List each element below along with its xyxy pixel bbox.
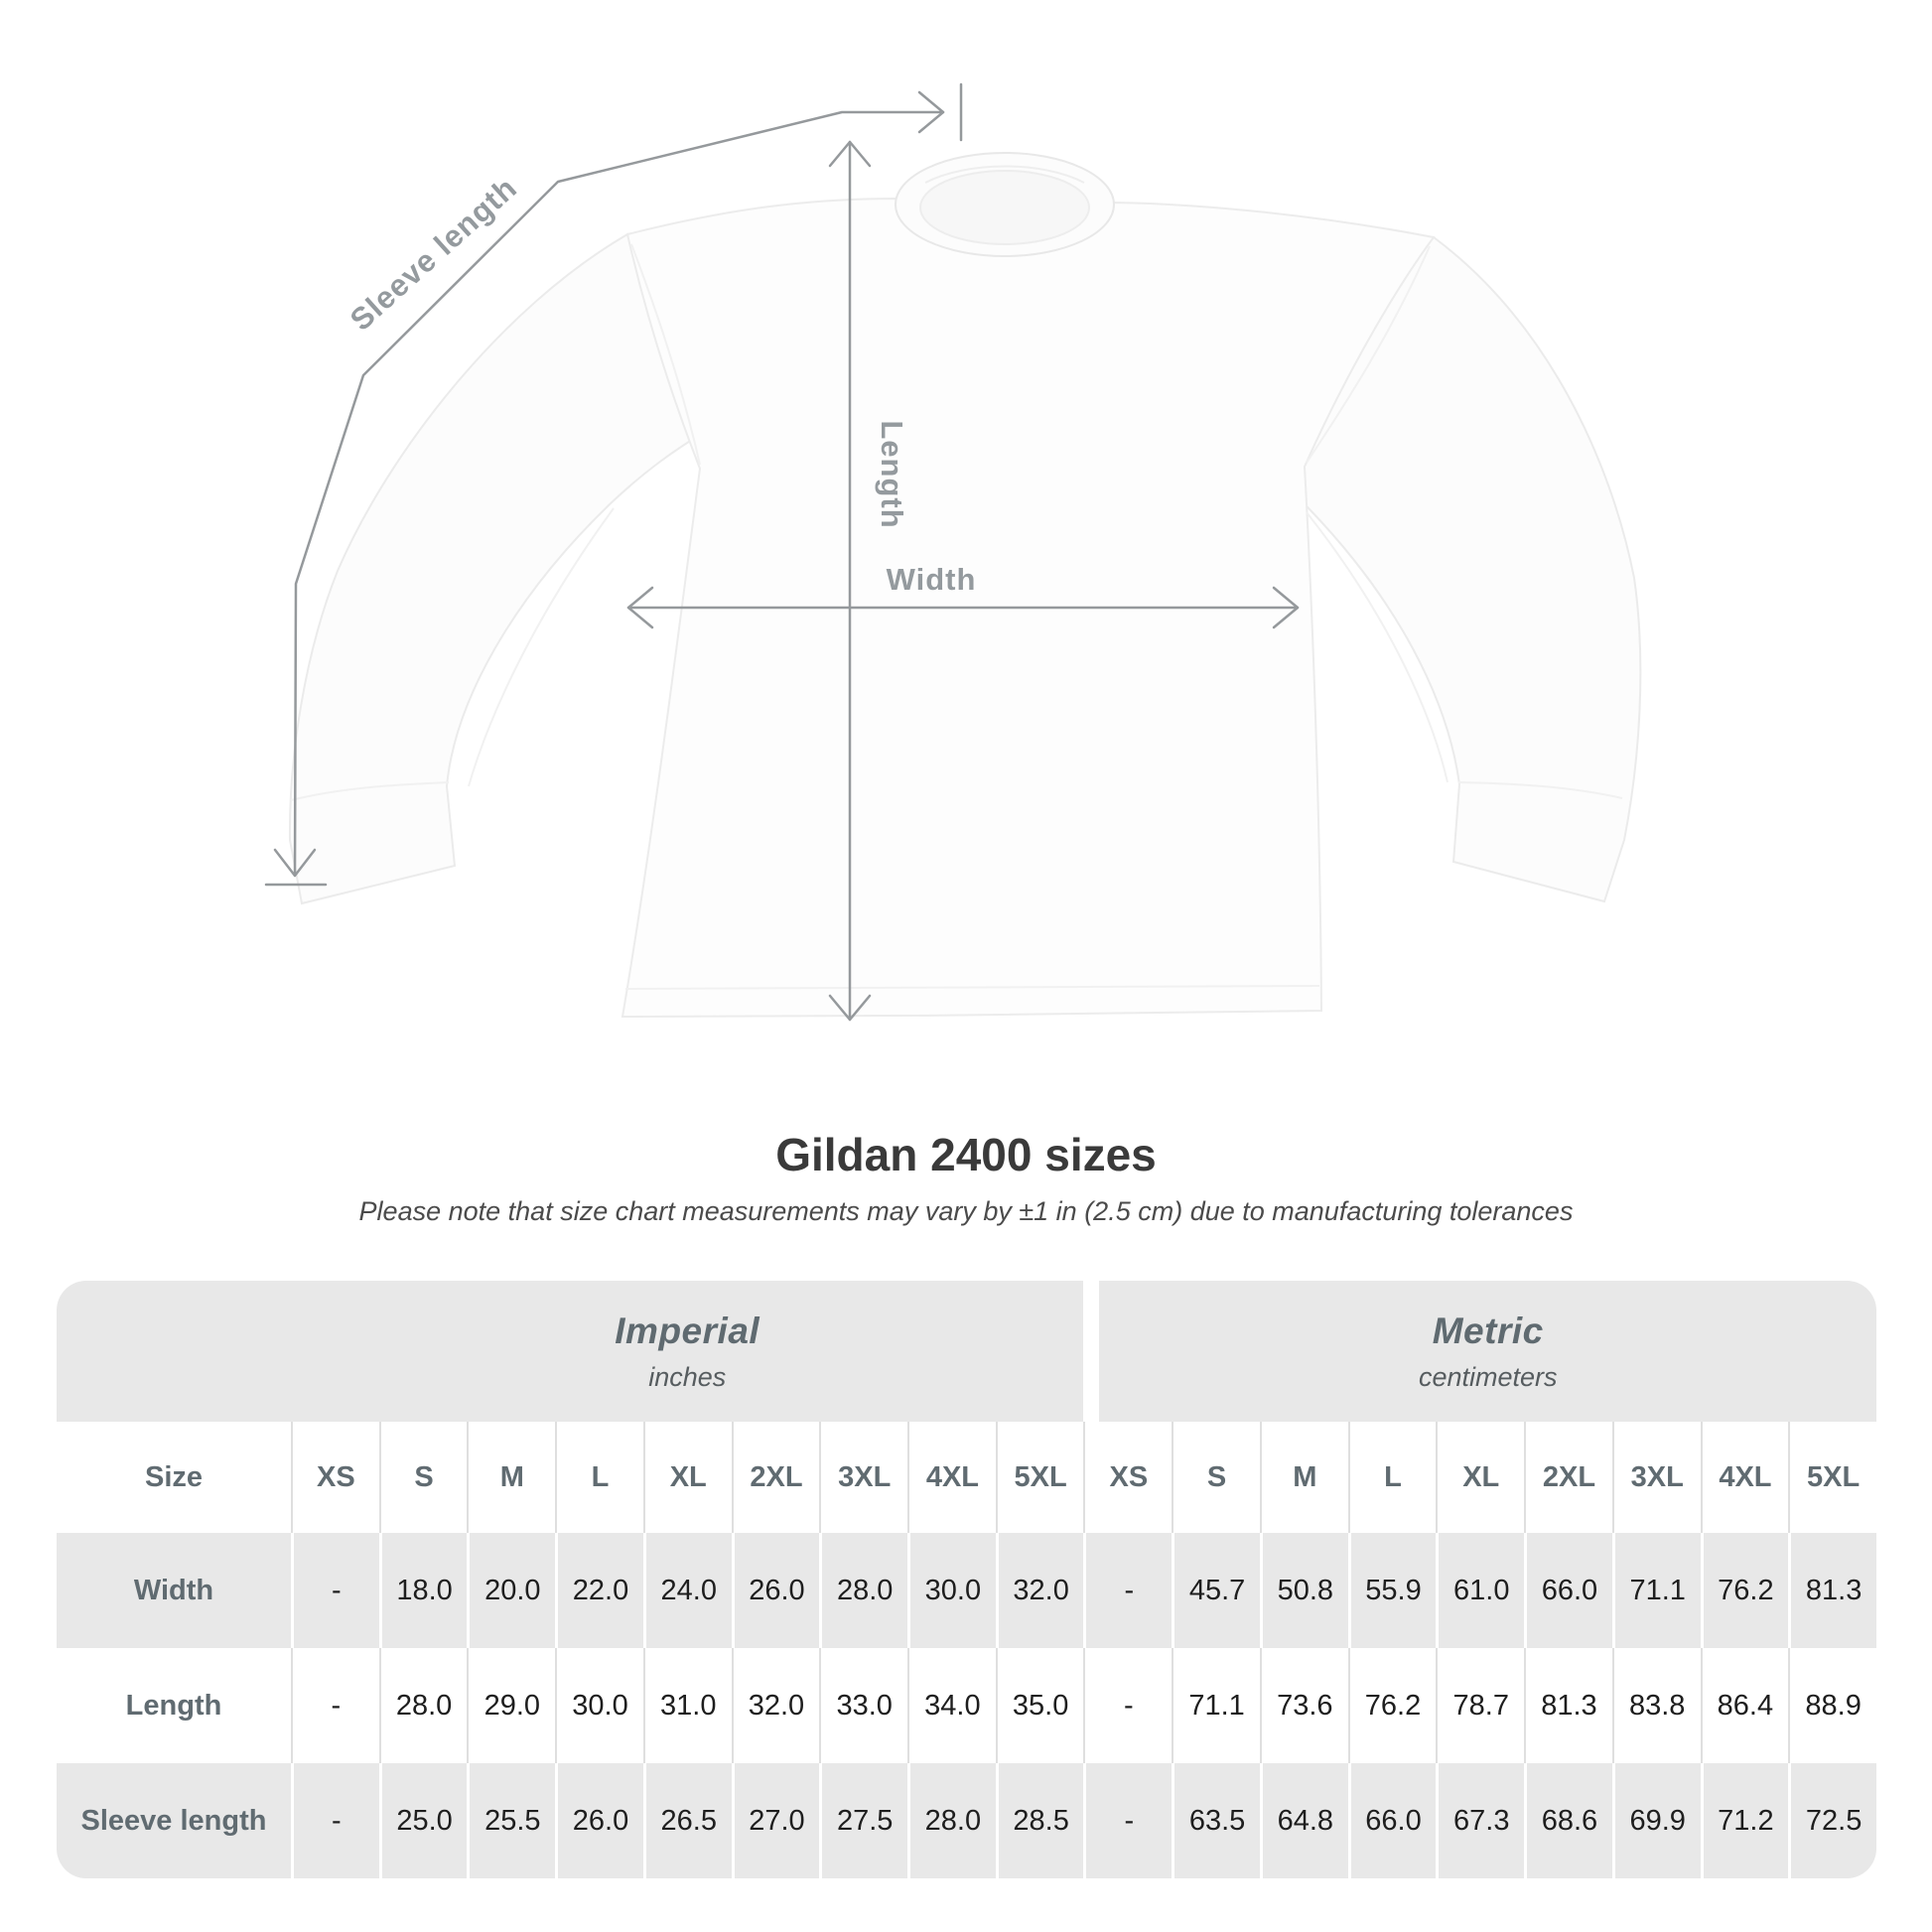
size-value-cell: 35.0: [996, 1648, 1084, 1763]
size-header-cell: XS: [291, 1422, 379, 1533]
size-header-cell: 4XL: [1701, 1422, 1789, 1533]
size-value-cell: 26.5: [643, 1763, 732, 1878]
size-value-cell: 83.8: [1612, 1648, 1701, 1763]
length-label: Length: [875, 420, 909, 529]
size-value-cell: 64.8: [1260, 1763, 1348, 1878]
size-value-cell: 67.3: [1436, 1763, 1524, 1878]
size-value-cell: 68.6: [1524, 1763, 1612, 1878]
size-value-cell: 73.6: [1260, 1648, 1348, 1763]
size-value-cell: 76.2: [1701, 1533, 1789, 1648]
tolerance-note: Please note that size chart measurements may vary by ±1 in (2.5 cm) due to manufacturing tolerances: [358, 1196, 1574, 1226]
size-value-cell: 50.8: [1260, 1533, 1348, 1648]
size-value-cell: -: [1083, 1648, 1172, 1763]
unit-group-unit: inches: [648, 1361, 727, 1392]
page-title: Gildan 2400 sizes: [775, 1129, 1157, 1180]
metric-group-header: [1083, 1281, 1876, 1422]
size-value-cell: 34.0: [907, 1648, 996, 1763]
unit-group-label: Imperial: [615, 1310, 760, 1351]
row-label: Sleeve length: [57, 1763, 291, 1878]
size-value-cell: -: [291, 1648, 379, 1763]
size-value-cell: 28.0: [379, 1648, 468, 1763]
width-label: Width: [886, 562, 977, 597]
size-value-cell: 66.0: [1524, 1533, 1612, 1648]
size-value-cell: 81.3: [1524, 1648, 1612, 1763]
size-value-cell: 28.0: [819, 1533, 907, 1648]
size-value-cell: 25.0: [379, 1763, 468, 1878]
size-value-cell: 28.0: [907, 1763, 996, 1878]
size-value-cell: 69.9: [1612, 1763, 1701, 1878]
size-value-cell: 71.1: [1612, 1533, 1701, 1648]
size-value-cell: 76.2: [1348, 1648, 1437, 1763]
size-header-cell: 4XL: [907, 1422, 996, 1533]
size-value-cell: -: [291, 1763, 379, 1878]
size-header-cell: 3XL: [819, 1422, 907, 1533]
size-value-cell: 32.0: [996, 1533, 1084, 1648]
size-value-cell: 72.5: [1788, 1763, 1876, 1878]
size-table: [57, 1281, 1876, 1878]
row-label: Length: [57, 1648, 291, 1763]
size-header-cell: 2XL: [1524, 1422, 1612, 1533]
size-value-cell: 22.0: [555, 1533, 643, 1648]
size-value-cell: 86.4: [1701, 1648, 1789, 1763]
size-header-cell: XS: [1083, 1422, 1172, 1533]
size-value-cell: 29.0: [467, 1648, 555, 1763]
size-value-cell: -: [1083, 1763, 1172, 1878]
size-header-cell: 5XL: [1788, 1422, 1876, 1533]
size-table-grid: [57, 1281, 1876, 1878]
size-header-cell: S: [379, 1422, 468, 1533]
sleeve-length-label: Sleeve length: [343, 170, 524, 338]
size-header-cell: 3XL: [1612, 1422, 1701, 1533]
row-label: Width: [57, 1533, 291, 1648]
size-value-cell: 78.7: [1436, 1648, 1524, 1763]
imperial-group-header: [57, 1281, 1083, 1422]
size-value-cell: 20.0: [467, 1533, 555, 1648]
size-value-cell: 26.0: [555, 1763, 643, 1878]
size-header-cell: XL: [643, 1422, 732, 1533]
size-value-cell: 24.0: [643, 1533, 732, 1648]
size-value-cell: 26.0: [732, 1533, 820, 1648]
size-value-cell: 28.5: [996, 1763, 1084, 1878]
size-value-cell: 55.9: [1348, 1533, 1437, 1648]
size-value-cell: -: [1083, 1533, 1172, 1648]
size-header-cell: 5XL: [996, 1422, 1084, 1533]
size-value-cell: 32.0: [732, 1648, 820, 1763]
size-value-cell: 66.0: [1348, 1763, 1437, 1878]
size-header-cell: M: [1260, 1422, 1348, 1533]
size-value-cell: 31.0: [643, 1648, 732, 1763]
size-value-cell: 88.9: [1788, 1648, 1876, 1763]
size-value-cell: 18.0: [379, 1533, 468, 1648]
size-value-cell: 71.2: [1701, 1763, 1789, 1878]
size-value-cell: -: [291, 1533, 379, 1648]
size-value-cell: 30.0: [555, 1648, 643, 1763]
size-value-cell: 25.5: [467, 1763, 555, 1878]
size-header-cell: L: [1348, 1422, 1437, 1533]
size-header-cell: XL: [1436, 1422, 1524, 1533]
unit-group-label: Metric: [1432, 1310, 1544, 1351]
unit-group-unit: centimeters: [1418, 1361, 1558, 1392]
size-value-cell: 71.1: [1172, 1648, 1260, 1763]
size-header-cell: 2XL: [732, 1422, 820, 1533]
size-column-header: Size: [57, 1422, 291, 1533]
size-value-cell: 45.7: [1172, 1533, 1260, 1648]
size-header-cell: L: [555, 1422, 643, 1533]
size-value-cell: 63.5: [1172, 1763, 1260, 1878]
size-value-cell: 27.5: [819, 1763, 907, 1878]
size-value-cell: 33.0: [819, 1648, 907, 1763]
size-value-cell: 30.0: [907, 1533, 996, 1648]
size-value-cell: 81.3: [1788, 1533, 1876, 1648]
size-value-cell: 61.0: [1436, 1533, 1524, 1648]
size-header-cell: M: [467, 1422, 555, 1533]
size-value-cell: 27.0: [732, 1763, 820, 1878]
size-header-cell: S: [1172, 1422, 1260, 1533]
